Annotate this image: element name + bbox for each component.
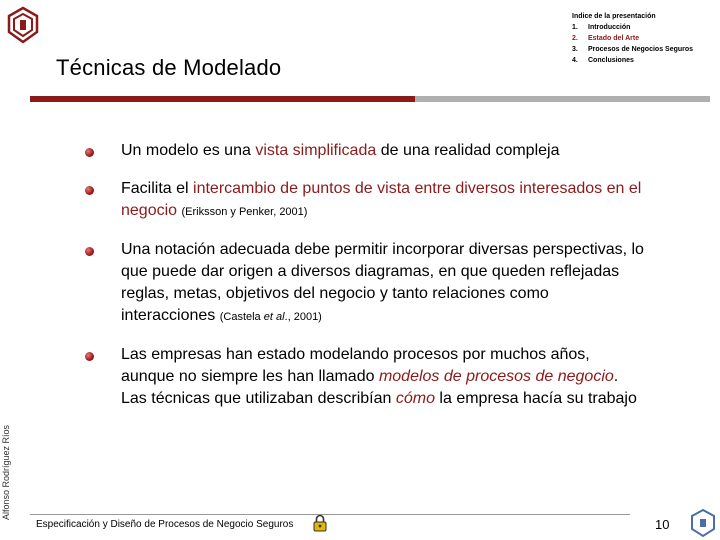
bullet-item: Una notación adecuada debe permitir incorporar diversas perspectivas, lo que puede dar origen a diversos diagramas, en que queden reflejadas reglas, metas, objetivos del negocio y tanto relaciones como interacciones (Castela et al., 2001)	[85, 239, 645, 328]
index-heading: Indice de la presentación	[572, 13, 656, 20]
footer-text: Especificación y Diseño de Procesos de Negocio Seguros	[36, 519, 294, 530]
bullet-icon	[85, 148, 94, 157]
bullet-item: Las empresas han estado modelando procesos por muchos años, aunque no siempre les han llamado modelos de procesos de negocio. Las técnicas que utilizaban describían cómo la empresa hacía su trabajo	[85, 344, 645, 410]
author-side-text: Alfonso Rodríguez Ríos	[1, 424, 11, 520]
bullet-icon	[85, 186, 94, 195]
bullet-icon	[85, 247, 94, 256]
university-logo-small	[690, 508, 716, 538]
bullet-icon	[85, 352, 94, 361]
bullet-list	[85, 140, 645, 426]
bullet-item: Facilita el intercambio de puntos de vista entre diversos interesados en el negocio (Eriksson y Penker, 2001)	[85, 178, 645, 223]
index-item: 1. Introducción	[572, 24, 631, 31]
presentation-index	[572, 11, 693, 66]
lock-icon	[313, 514, 327, 532]
bullet-item: Un modelo es una vista simplificada de una realidad compleja	[85, 140, 645, 162]
university-logo	[6, 6, 40, 44]
page-number: 10	[655, 517, 670, 532]
index-item: 3. Procesos de Negocios Seguros	[572, 46, 694, 53]
header-rule-accent	[30, 96, 415, 102]
slide-title: Técnicas de Modelado	[56, 55, 282, 80]
footer-rule	[30, 514, 630, 515]
index-item: 4. Conclusiones	[572, 57, 634, 64]
index-item-active: 2. Estado del Arte	[572, 35, 640, 42]
